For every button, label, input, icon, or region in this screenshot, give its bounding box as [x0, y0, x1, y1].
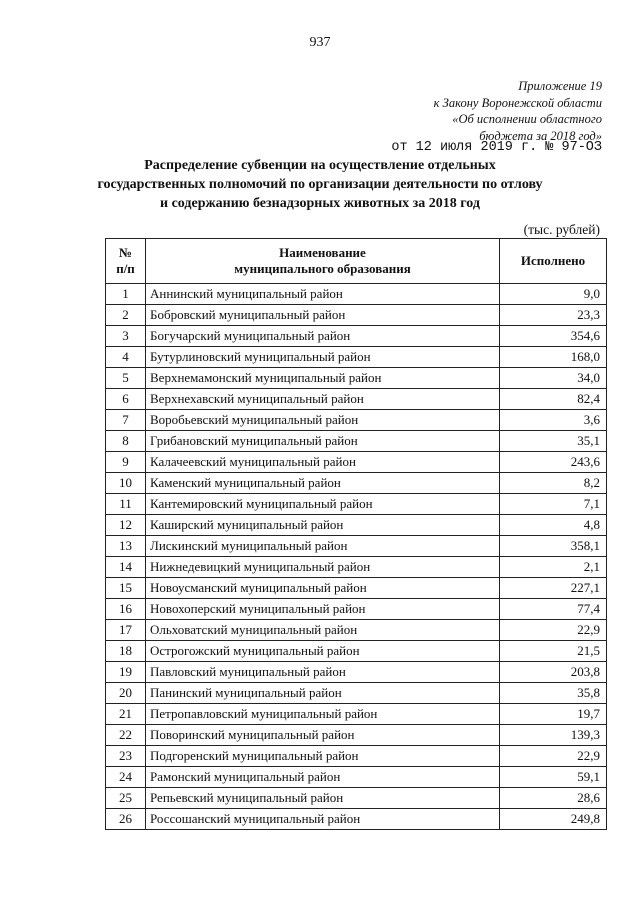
table-row	[106, 389, 607, 410]
row-executed-value: 2,1	[500, 557, 607, 578]
table-row	[106, 578, 607, 599]
header-name-line2: муниципального образования	[234, 261, 411, 276]
row-municipality-name: Нижнедевицкий муниципальный район	[146, 557, 500, 578]
appendix-line: Приложение 19	[518, 79, 602, 93]
table-row	[106, 305, 607, 326]
row-executed-value: 4,8	[500, 515, 607, 536]
row-executed-value: 3,6	[500, 410, 607, 431]
row-municipality-name: Верхнемамонский муниципальный район	[146, 368, 500, 389]
row-number: 19	[106, 662, 146, 683]
header-name	[146, 239, 500, 284]
row-municipality-name: Россошанский муниципальный район	[146, 809, 500, 830]
row-number: 10	[106, 473, 146, 494]
table-row	[106, 809, 607, 830]
row-executed-value: 354,6	[500, 326, 607, 347]
row-number: 11	[106, 494, 146, 515]
row-number: 15	[106, 578, 146, 599]
row-number: 25	[106, 788, 146, 809]
row-municipality-name: Поворинский муниципальный район	[146, 725, 500, 746]
table-row	[106, 788, 607, 809]
row-municipality-name: Панинский муниципальный район	[146, 683, 500, 704]
row-number: 21	[106, 704, 146, 725]
table-row	[106, 662, 607, 683]
page-number: 937	[309, 35, 331, 50]
row-executed-value: 227,1	[500, 578, 607, 599]
table-row	[106, 767, 607, 788]
table-header-row	[106, 239, 607, 284]
row-executed-value: 139,3	[500, 725, 607, 746]
row-number: 22	[106, 725, 146, 746]
table-row	[106, 368, 607, 389]
table-row	[106, 704, 607, 725]
row-executed-value: 34,0	[500, 368, 607, 389]
row-number: 5	[106, 368, 146, 389]
row-number: 9	[106, 452, 146, 473]
row-municipality-name: Новоусманский муниципальный район	[146, 578, 500, 599]
row-number: 13	[106, 536, 146, 557]
row-executed-value: 23,3	[500, 305, 607, 326]
row-number: 1	[106, 284, 146, 305]
row-number: 8	[106, 431, 146, 452]
subsidy-table	[105, 238, 607, 830]
row-executed-value: 168,0	[500, 347, 607, 368]
appendix-line: «Об исполнении областного	[452, 112, 602, 126]
table-row	[106, 536, 607, 557]
row-municipality-name: Ольховатский муниципальный район	[146, 620, 500, 641]
row-municipality-name: Верхнехавский муниципальный район	[146, 389, 500, 410]
header-name-line1: Наименование	[279, 245, 366, 260]
row-executed-value: 59,1	[500, 767, 607, 788]
row-number: 20	[106, 683, 146, 704]
header-number	[106, 239, 146, 284]
header-executed: Исполнено	[500, 239, 607, 284]
row-executed-value: 358,1	[500, 536, 607, 557]
table-row	[106, 641, 607, 662]
row-municipality-name: Павловский муниципальный район	[146, 662, 500, 683]
row-executed-value: 35,1	[500, 431, 607, 452]
row-number: 23	[106, 746, 146, 767]
row-municipality-name: Воробьевский муниципальный район	[146, 410, 500, 431]
row-executed-value: 243,6	[500, 452, 607, 473]
table-row	[106, 494, 607, 515]
table-row	[106, 452, 607, 473]
row-municipality-name: Острогожский муниципальный район	[146, 641, 500, 662]
title-line: государственных полномочий по организации деятельности по отлову	[97, 177, 543, 192]
table-row	[106, 515, 607, 536]
row-executed-value: 8,2	[500, 473, 607, 494]
row-municipality-name: Калачеевский муниципальный район	[146, 452, 500, 473]
row-municipality-name: Петропавловский муниципальный район	[146, 704, 500, 725]
row-executed-value: 22,9	[500, 746, 607, 767]
row-municipality-name: Аннинский муниципальный район	[146, 284, 500, 305]
row-executed-value: 19,7	[500, 704, 607, 725]
table-row	[106, 683, 607, 704]
appendix-line: бюджета за 2018 год»	[479, 128, 602, 143]
row-municipality-name: Подгоренский муниципальный район	[146, 746, 500, 767]
row-municipality-name: Кантемировский муниципальный район	[146, 494, 500, 515]
row-executed-value: 203,8	[500, 662, 607, 683]
table-row	[106, 557, 607, 578]
table-row	[106, 599, 607, 620]
row-number: 24	[106, 767, 146, 788]
row-municipality-name: Каменский муниципальный район	[146, 473, 500, 494]
row-number: 17	[106, 620, 146, 641]
units-label: (тыс. рублей)	[523, 222, 600, 237]
law-reference: от 12 июля 2019 г. № 97-ОЗ	[391, 140, 602, 155]
row-number: 2	[106, 305, 146, 326]
row-executed-value: 21,5	[500, 641, 607, 662]
row-executed-value: 82,4	[500, 389, 607, 410]
row-municipality-name: Бобровский муниципальный район	[146, 305, 500, 326]
title-line: Распределение субвенции на осуществление отдельных	[144, 158, 496, 173]
table-row	[106, 746, 607, 767]
row-executed-value: 7,1	[500, 494, 607, 515]
row-municipality-name: Богучарский муниципальный район	[146, 326, 500, 347]
header-number-line2: п/п	[116, 261, 135, 276]
appendix-line: к Закону Воронежской области	[433, 95, 602, 110]
table-row	[106, 284, 607, 305]
table-row	[106, 473, 607, 494]
row-executed-value: 249,8	[500, 809, 607, 830]
row-number: 7	[106, 410, 146, 431]
row-number: 26	[106, 809, 146, 830]
row-municipality-name: Лискинский муниципальный район	[146, 536, 500, 557]
table-row	[106, 620, 607, 641]
appendix-note	[434, 78, 602, 144]
table-row	[106, 725, 607, 746]
table-row	[106, 347, 607, 368]
row-municipality-name: Бутурлиновский муниципальный район	[146, 347, 500, 368]
row-executed-value: 35,8	[500, 683, 607, 704]
table-row	[106, 410, 607, 431]
row-number: 6	[106, 389, 146, 410]
row-number: 12	[106, 515, 146, 536]
row-municipality-name: Репьевский муниципальный район	[146, 788, 500, 809]
row-number: 14	[106, 557, 146, 578]
row-number: 16	[106, 599, 146, 620]
row-municipality-name: Новохоперский муниципальный район	[146, 599, 500, 620]
row-number: 4	[106, 347, 146, 368]
row-executed-value: 22,9	[500, 620, 607, 641]
row-municipality-name: Рамонский муниципальный район	[146, 767, 500, 788]
row-executed-value: 9,0	[500, 284, 607, 305]
row-number: 3	[106, 326, 146, 347]
row-executed-value: 28,6	[500, 788, 607, 809]
row-executed-value: 77,4	[500, 599, 607, 620]
row-number: 18	[106, 641, 146, 662]
row-municipality-name: Грибановский муниципальный район	[146, 431, 500, 452]
row-municipality-name: Каширский муниципальный район	[146, 515, 500, 536]
header-number-line1: №	[118, 245, 133, 260]
table-row	[106, 326, 607, 347]
title-line: и содержанию безнадзорных животных за 2018 год	[160, 196, 480, 211]
table-row	[106, 431, 607, 452]
table-body	[106, 284, 607, 830]
document-title	[80, 156, 560, 213]
